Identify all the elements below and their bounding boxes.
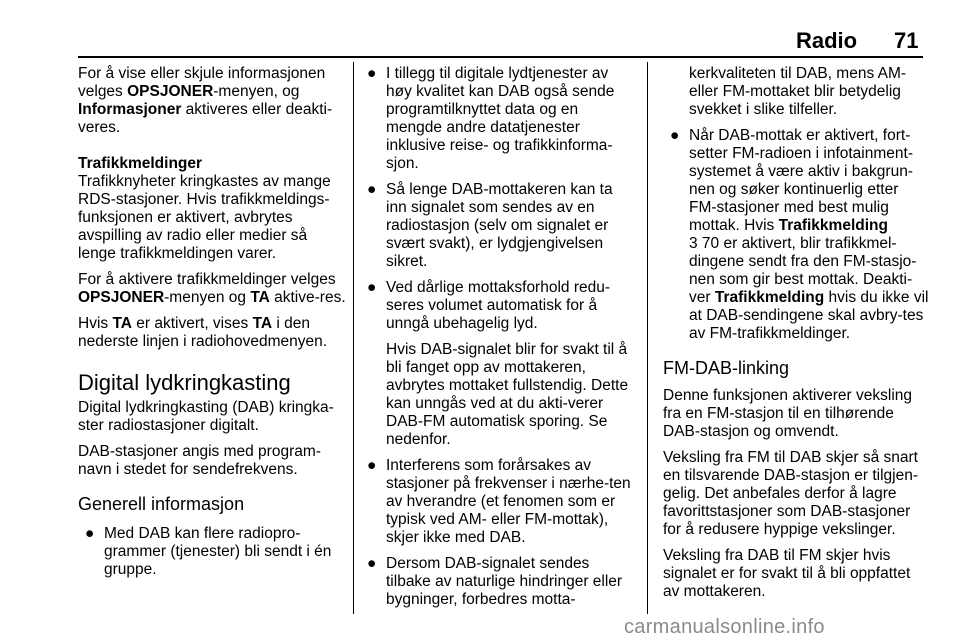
list-item: ● Dersom DAB-signalet sendes tilbake av naturlige hindringer eller bygninger, forbedres motta-: [367, 555, 623, 608]
column-divider-1: [353, 62, 354, 614]
fm-paragraph-2: Veksling fra FM til DAB skjer så snart en tilsvarende DAB-stasjon er tilgjen-gelig. Det anbefales derfor å lagre favorittstasjoner som DAB-stasjoner for å redusere hyppige vekslinger.: [663, 449, 919, 538]
list-item: ● Med DAB kan flere radiopro-grammer (tjenester) bli sendt i én gruppe.: [85, 525, 332, 578]
info-toggle-paragraph: For å vise eller skjule informasjonen velges OPSJONER-menyen, og Informasjoner aktiveres eller deakti-veres.: [78, 65, 333, 136]
bullet-icon: ●: [367, 181, 377, 198]
page-header: [0, 0, 960, 56]
general-heading: Generell informasjon: [78, 494, 245, 514]
bullet-icon: ●: [85, 525, 95, 542]
traffic-activate-paragraph: For å aktivere trafikkmeldinger velges OPSJONER-menyen og TA aktive-res.: [78, 271, 346, 306]
watermark: carmanualsonline.info: [624, 616, 825, 638]
list-item-continuation: Hvis DAB-signalet blir for svakt til å bli fanget opp av mottakeren, avbrytes mottaket fullstendig. Dette kan unngås ved at du akti-verer DAB-FM automatisk sporing. Se nedenfor.: [386, 341, 629, 448]
bullet-icon: ●: [670, 127, 680, 144]
list-item: ● Interferens som forårsakes av stasjoner på frekvenser i nærhe-ten av hverandre (et fenomen som er typisk ved AM- eller FM-mottak), skjer ikke med DAB.: [367, 457, 631, 546]
list-item: ● Så lenge DAB-mottakeren kan ta inn signalet som sendes av en radiostasjon (selv om signalet er svært svakt), er lydgjengivelsen sikret.: [367, 181, 613, 270]
header-rule: [78, 56, 923, 58]
bullet-icon: ●: [367, 555, 377, 572]
dab-heading: Digital lydkringkasting: [78, 370, 291, 395]
dab-paragraph-1: Digital lydkringkasting (DAB) kringka-ster radiostasjoner digitalt.: [78, 399, 334, 434]
section-title: Radio: [796, 28, 858, 53]
ta-paragraph: Hvis TA er aktivert, vises TA i den nederste linjen i radiohovedmenyen.: [78, 315, 328, 350]
column-1: [78, 65, 348, 587]
page-number: 71: [894, 28, 919, 53]
traffic-heading: Trafikkmeldinger: [78, 155, 203, 172]
bullet-icon: ●: [367, 279, 377, 296]
list-item-continuation: kerkvaliteten til DAB, mens AM-eller FM-mottaket blir betydelig svekket i slike tilfeller.: [689, 65, 907, 118]
dab-paragraph-2: DAB-stasjoner angis med program-navn i stedet for sendefrekvens.: [78, 443, 321, 478]
traffic-paragraph: Trafikknyheter kringkastes av mange RDS-stasjoner. Hvis trafikkmeldings-funksjonen er aktivert, avbrytes avspilling av radio eller medier så lenge trafikkmeldingen varer.: [78, 173, 331, 262]
bullet-icon: ●: [367, 65, 377, 82]
column-3: [663, 65, 929, 609]
fm-paragraph-3: Veksling fra DAB til FM skjer hvis signalet er for svakt til å bli oppfattet av mottakeren.: [663, 547, 911, 600]
fm-dab-heading: FM-DAB-linking: [663, 358, 790, 378]
list-item: ● Ved dårlige mottaksforhold redu-seres volumet automatisk for å unngå ubehagelig lyd.: [367, 279, 611, 332]
page-reference: 3 70: [689, 235, 720, 252]
column-divider-2: [647, 62, 648, 614]
fm-paragraph-1: Denne funksjonen aktiverer veksling fra en FM-stasjon til en tilhørende DAB-stasjon og omvendt.: [663, 387, 912, 440]
bullet-icon: ●: [367, 457, 377, 474]
list-item: ● Når DAB-mottak er aktivert, fort-setter FM-radioen i infotainment-systemet å være aktiv i bakgrun-nen og søker kontinuerlig etter FM-stasjoner med best mulig mottak. Hvis Trafikkmelding 3 70 er aktivert, blir trafikkmel-dingene sendt fra den FM-stasjo-nen som gir best mottak. Deakti-ver Trafikkmelding hvis du ikke vil at DAB-sendingene skal avbry-tes av FM-trafikkmeldinger.: [670, 127, 929, 342]
list-item: ● I tillegg til digitale lydtjenester av høy kvalitet kan DAB også sende programtilknyttet data og en mengde andre datatjenester inklusive reise- og trafikkinforma-sjon.: [367, 65, 615, 172]
column-2: [360, 65, 636, 617]
